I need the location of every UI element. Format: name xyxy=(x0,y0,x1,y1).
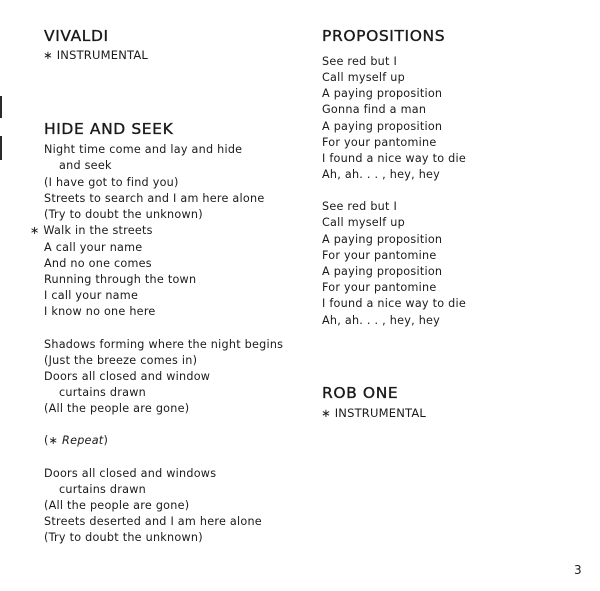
lyric-line: Ah, ah. . . , hey, hey xyxy=(322,168,441,181)
lyric-line: Call myself up xyxy=(322,216,405,229)
song-title-propositions: PROPOSITIONS xyxy=(322,27,446,45)
lyric-line: Running through the town xyxy=(44,273,197,286)
lyric-line: See red but I xyxy=(322,55,398,68)
lyric-line: curtains drawn xyxy=(59,483,146,496)
lyric-line: Doors all closed and window xyxy=(44,370,211,383)
lyric-line: For your pantomine xyxy=(322,281,437,294)
binding-mark xyxy=(0,136,2,160)
lyric-line: Shadows forming where the night begins xyxy=(44,338,284,351)
lyric-line: ∗ Walk in the streets xyxy=(30,224,153,237)
lyric-line: I found a nice way to die xyxy=(322,297,466,310)
lyric-line: curtains drawn xyxy=(59,386,146,399)
lyric-line: Call myself up xyxy=(322,71,405,84)
lyric-line: and seek xyxy=(59,159,112,172)
instrumental-note: ∗ INSTRUMENTAL xyxy=(321,406,427,420)
lyric-line: A paying proposition xyxy=(322,265,443,278)
lyric-line: A paying proposition xyxy=(322,120,443,133)
lyric-line: A paying proposition xyxy=(322,87,443,100)
lyric-line: (I have got to find you) xyxy=(44,176,179,189)
lyric-line: (Try to doubt the unknown) xyxy=(44,531,203,544)
lyric-line: For your pantomine xyxy=(322,249,437,262)
instrumental-note: ∗ INSTRUMENTAL xyxy=(43,48,149,62)
repeat-open: (∗ xyxy=(44,434,63,447)
lyric-line: (Try to doubt the unknown) xyxy=(44,208,203,221)
song-title-hide-and-seek: HIDE AND SEEK xyxy=(44,120,174,138)
lyric-line: See red but I xyxy=(322,200,398,213)
lyric-line: Streets deserted and I am here alone xyxy=(44,515,262,528)
lyric-line: Ah, ah. . . , hey, hey xyxy=(322,314,441,327)
lyric-line: Doors all closed and windows xyxy=(44,467,217,480)
lyric-line: I know no one here xyxy=(44,305,156,318)
song-title-vivaldi: VIVALDI xyxy=(44,27,109,45)
repeat-marker xyxy=(44,433,108,449)
binding-mark xyxy=(0,96,2,118)
repeat-label: Repeat xyxy=(62,434,104,447)
lyric-line: Gonna find a man xyxy=(322,103,427,116)
lyric-line: A paying proposition xyxy=(322,233,443,246)
song-title-rob-one: ROB ONE xyxy=(322,384,399,402)
lyric-line: (All the people are gone) xyxy=(44,499,190,512)
lyric-line: Streets to search and I am here alone xyxy=(44,192,265,205)
lyric-line: For your pantomine xyxy=(322,136,437,149)
lyric-line: A call your name xyxy=(44,241,143,254)
lyric-line: Night time come and lay and hide xyxy=(44,143,243,156)
lyric-line: (Just the breeze comes in) xyxy=(44,354,198,367)
lyric-line: And no one comes xyxy=(44,257,152,270)
lyric-line: I found a nice way to die xyxy=(322,152,466,165)
lyric-line: (All the people are gone) xyxy=(44,402,190,415)
page-number: 3 xyxy=(574,563,582,577)
lyric-line: I call your name xyxy=(44,289,139,302)
repeat-close: ) xyxy=(103,434,109,447)
